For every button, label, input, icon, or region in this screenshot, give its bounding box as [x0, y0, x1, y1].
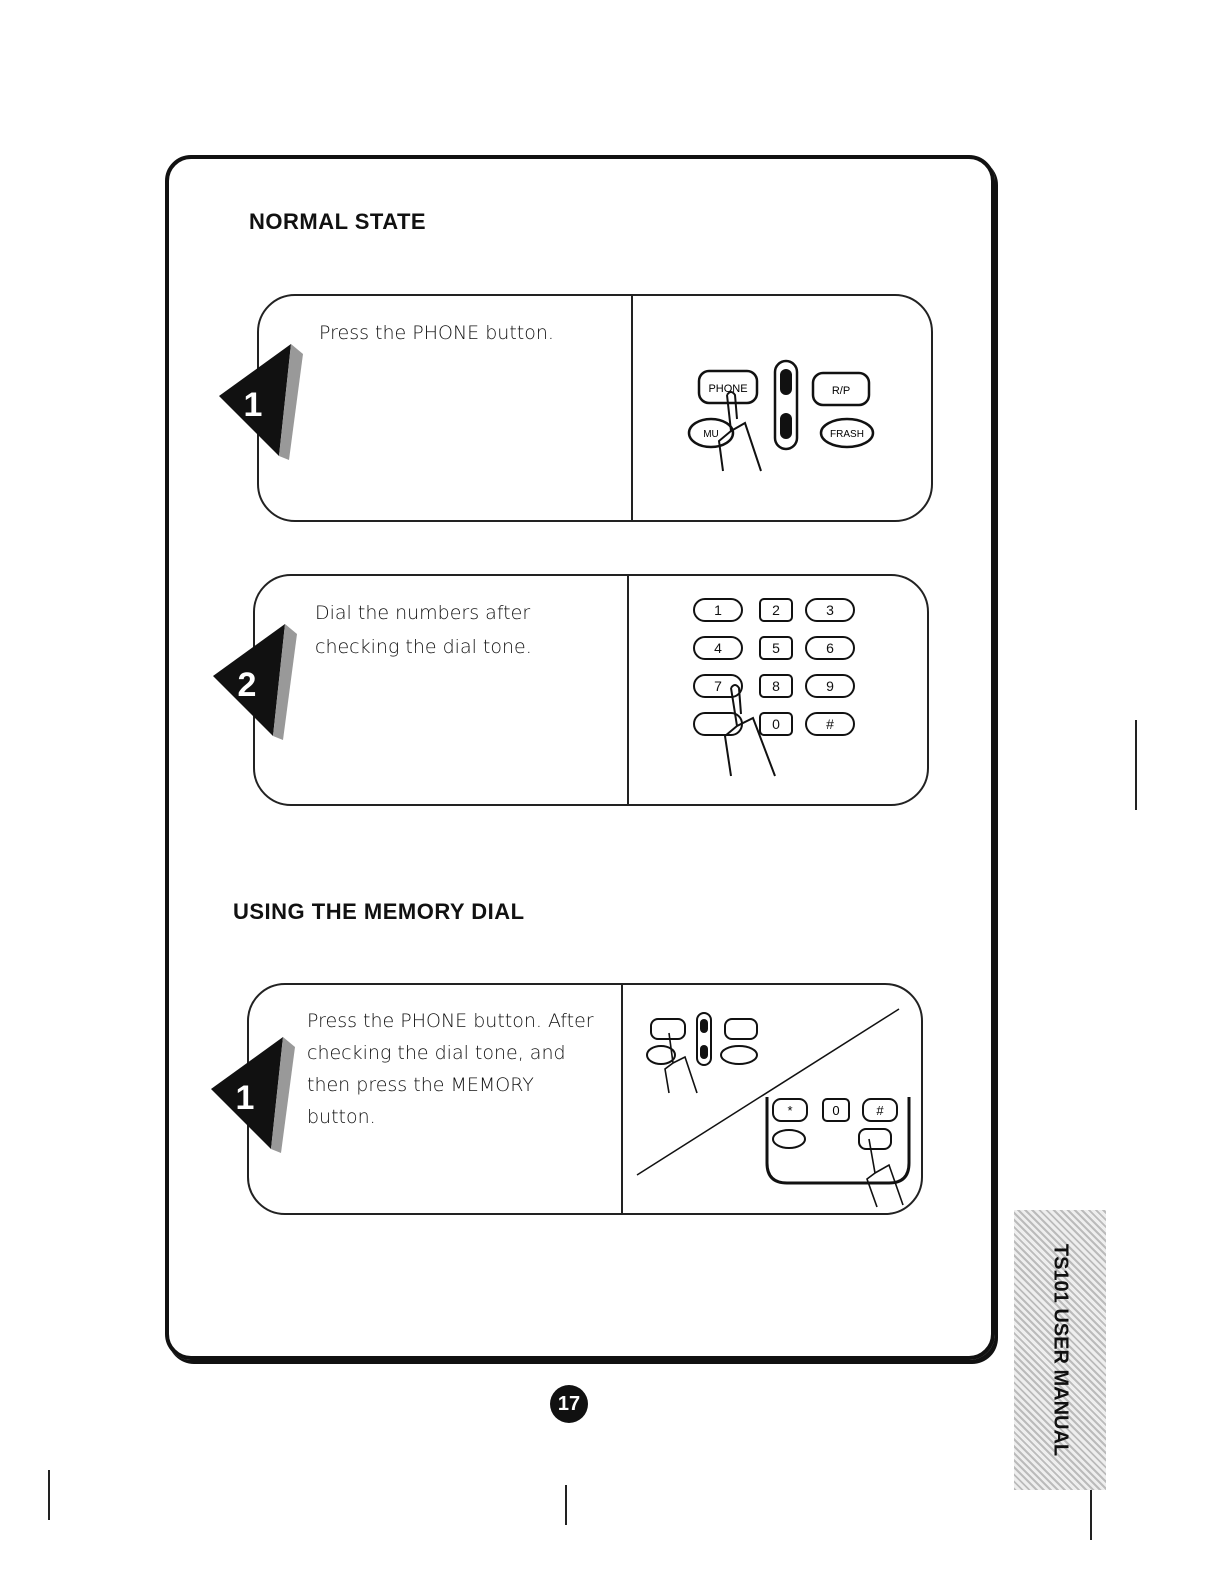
side-tab	[1014, 1210, 1106, 1490]
svg-text:2: 2	[237, 666, 257, 704]
page-number: 17	[550, 1385, 588, 1423]
side-tab-label: TS101 USER MANUAL	[1049, 1243, 1072, 1457]
registration-mark-right	[1135, 720, 1137, 810]
step-box-normal-2	[253, 574, 929, 806]
keypad-key: 8	[759, 674, 793, 698]
step-divider	[631, 296, 633, 520]
svg-text:#: #	[876, 1103, 884, 1118]
svg-text:0: 0	[832, 1103, 840, 1118]
svg-text:MU: MU	[703, 429, 719, 440]
keypad-key: 1	[693, 598, 743, 622]
step-text-normal-1: Press the PHONE button.	[319, 322, 554, 344]
section-title-normal-state: NORMAL STATE	[249, 209, 427, 234]
svg-text:1: 1	[243, 386, 263, 424]
step-divider	[627, 576, 629, 804]
step-marker-normal-2	[213, 624, 303, 754]
svg-text:*: *	[787, 1103, 793, 1118]
svg-text:FRASH: FRASH	[830, 429, 864, 440]
step-divider	[621, 985, 623, 1213]
step-text-normal-2: Dial the numbers after checking the dial tone.	[315, 602, 532, 658]
svg-text:1: 1	[235, 1079, 255, 1117]
keypad-illustration	[693, 598, 873, 768]
keypad-key: 2	[759, 598, 793, 622]
registration-mark-left	[48, 1470, 50, 1520]
registration-mark-bottom	[565, 1485, 567, 1525]
keypad-key: 6	[805, 636, 855, 660]
svg-text:PHONE: PHONE	[708, 383, 748, 395]
memory-dial-illustration	[627, 993, 921, 1211]
section-title-memory-dial: USING THE MEMORY DIAL	[233, 899, 525, 924]
svg-text:R/P: R/P	[831, 385, 851, 397]
keypad-key: 9	[805, 674, 855, 698]
keypad-key: 5	[759, 636, 793, 660]
hand-pointer-icon	[713, 680, 803, 780]
step-box-memory-1	[247, 983, 923, 1215]
step-box-normal-1	[257, 294, 933, 522]
step-text-memory-1: Press the PHONE button. After checking the dial tone, and then press the MEMORY button.	[307, 1010, 594, 1128]
step-marker-memory-1	[211, 1037, 301, 1167]
keypad-key: 7	[693, 674, 743, 698]
keypad-key: 4	[693, 636, 743, 660]
keypad-key: 0	[759, 712, 793, 736]
step-marker-normal-1	[219, 344, 309, 474]
keypad-key: 3	[805, 598, 855, 622]
content-frame	[165, 155, 995, 1360]
keypad-key: #	[805, 712, 855, 736]
phone-button-illustration	[679, 351, 879, 481]
